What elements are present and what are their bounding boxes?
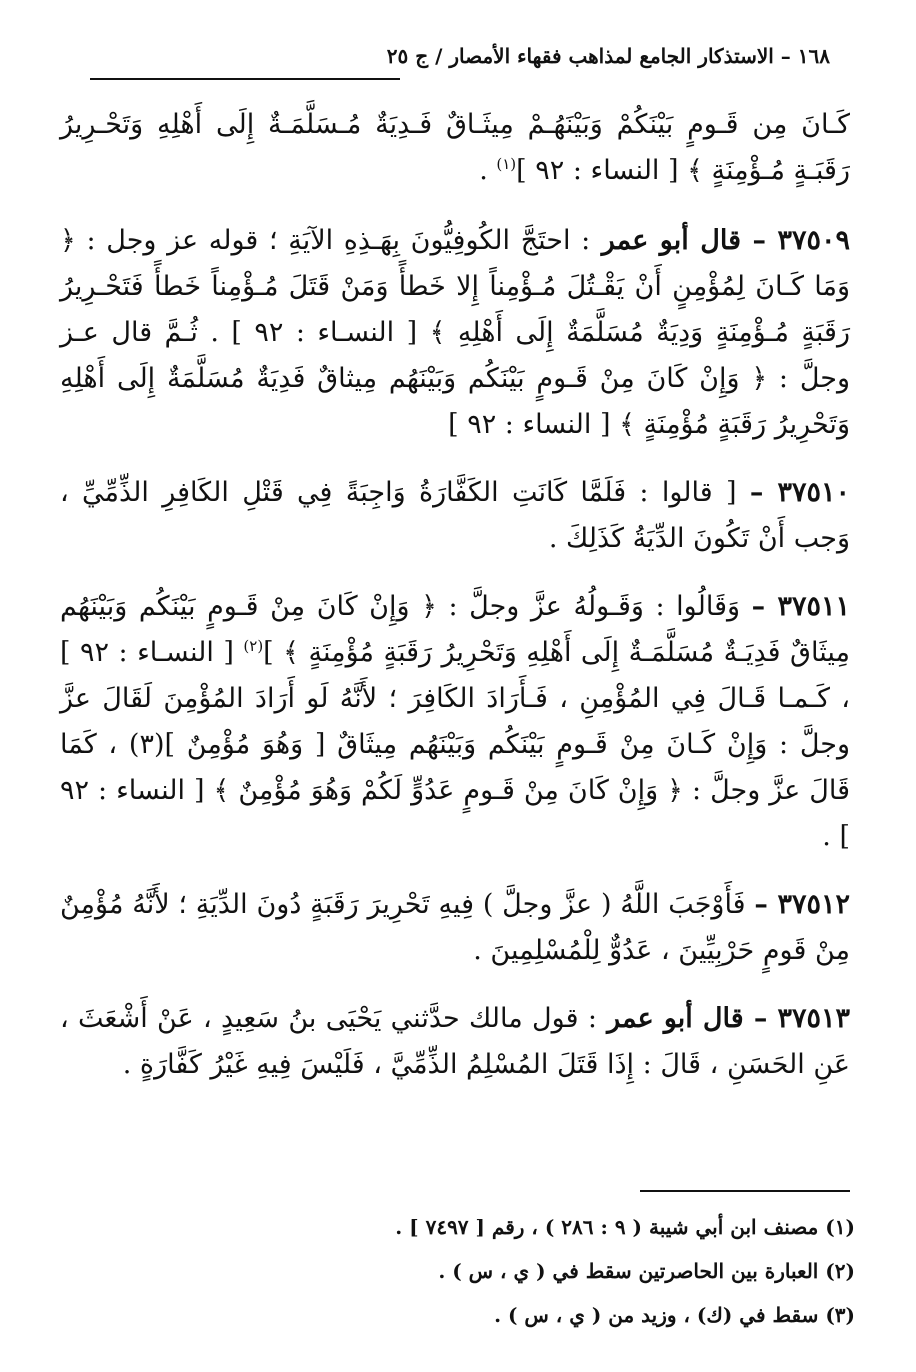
footnote-ref: (١) <box>496 155 517 173</box>
paragraph-end: . <box>479 155 497 186</box>
paragraph-end: . <box>473 935 491 966</box>
running-header <box>386 44 830 68</box>
paragraph-number: ٣٧٥١١ – <box>751 591 850 622</box>
paragraph-text: : قول مالك حدَّثني يَحْيَى بنُ سَعِيدٍ ، عَنْ أَشْعَثَ ، عَنِ الحَسَنِ ، قَالَ : إِذَا قَتَلَ المُسْلِمُ الذِّمِّيَّ ، فَلَيْسَ فِيهِ غَيْرُ كَفَّارَةٍ <box>60 1003 850 1080</box>
main-text <box>60 102 850 1110</box>
paragraph-end: . <box>548 523 566 554</box>
speaker: قال أبو عمر <box>590 225 753 256</box>
speaker: قال أبو عمر <box>596 1003 754 1034</box>
paragraph <box>60 584 850 860</box>
header-rule <box>90 78 400 80</box>
paragraph-number: ٣٧٥١٠ – <box>749 477 850 508</box>
paragraph-number: ٣٧٥٠٩ – <box>752 225 850 256</box>
footnote-rule <box>640 1190 850 1192</box>
paragraph-text: كَـانَ مِن قَـومٍ بَيْنَكُمْ وَبَيْنَهُـمْ مِيثَـاقٌ فَـدِيَةٌ مُـسَلَّمَـةٌ إِلَى أَهْلِهِ وَتَحْـرِيرُ رَقَبَـةٍ مُـؤْمِنَةٍ ﴾ [ النساء : ٩٢ ] <box>60 109 850 186</box>
paragraph <box>60 218 850 448</box>
paragraph-text: [ قالوا : فَلَمَّا كَانَتِ الكَفَّارَةُ وَاجِبَةً فِي قَتْلِ الكَافِرِ الذِّمِّيِّ ، وَجب أَنْ تَكُونَ الدِّيَةُ كَذَلِكَ <box>60 477 850 554</box>
footnote: (٢) العبارة بين الحاصرتين سقط في ( ي ، س ) . <box>438 1259 855 1283</box>
paragraph <box>60 102 850 194</box>
footnote: (٣) سقط في (ك) ، وزيد من ( ي ، س ) . <box>494 1303 855 1327</box>
page-number: ١٦٨ <box>797 44 830 68</box>
footnotes <box>300 1205 855 1337</box>
paragraph-end: . <box>122 1049 140 1080</box>
paragraph <box>60 996 850 1088</box>
paragraph-number: ٣٧٥١٢ – <box>754 889 850 920</box>
footnote: (١) مصنف ابن أبي شيبة ( ٩ : ٢٨٦ ) ، رقم [ ٧٤٩٧ ] . <box>395 1215 855 1239</box>
header-separator: – <box>773 44 791 68</box>
paragraph-end: [ النسـاء : ٩٢ ] ، كَـمـا قَـالَ فِي المُؤْمِنِ ، فَـأَرَادَ الكَافِرَ ؛ لأَنَّهُ لَو أَرَادَ المُؤْمِنَ لَقَالَ عزَّ وجلَّ : وَإِنْ كَـانَ مِنْ قَـومٍ بَيْنَكُم وَبَيْنَهُم مِيثَاقٌ [ وَهُوَ مُؤْمِنٌ ](٣) ، كَمَا قَالَ عزَّ وجلَّ : ﴿ وَإِنْ كَانَ مِنْ قَـومٍ عَدُوٍّ لَكُمْ وَهُوَ مُؤْمِنٌ ﴾ [ النساء : ٩٢ ] . <box>60 637 850 852</box>
paragraph-text: : احتَجَّ الكُوفِيُّونَ بِهَـذِهِ الآيَةِ ؛ قوله عز وجل : ﴿ وَمَا كَـانَ لِمُؤْمِنٍ أَنْ يَقْـتُلَ مُـؤْمِناً إِلا خَطأً وَمَنْ قَتَلَ مُـؤْمِناً خَطأً فَتَحْـرِيرُ رَقَبَةٍ مُـؤْمِنَةٍ وَدِيَةٌ مُسَلَّمَةٌ إِلَى أَهْلِهِ ﴾ [ النسـاء : ٩٢ ] . ثُـمَّ قال عـز وجلَّ : ﴿ وَإِنْ كَانَ مِنْ قَـومٍ بَيْنَكُم وَبَيْنَهُم مِيثاقٌ فَدِيَةٌ مُسَلَّمَةٌ إِلَى أَهْلِهِ وَتَحْرِيرُ رَقَبَةٍ مُؤْمِنَةٍ ﴾ [ النساء : ٩٢ ] <box>60 225 850 440</box>
paragraph <box>60 882 850 974</box>
paragraph-number: ٣٧٥١٣ – <box>753 1003 851 1034</box>
running-title: الاستذكار الجامع لمذاهب فقهاء الأمصار / ج ٢٥ <box>386 44 774 68</box>
paragraph <box>60 470 850 562</box>
paragraph-text: فَأَوْجَبَ اللَّهُ ( عزَّ وجلَّ ) فِيهِ تَحْرِيرَ رَقَبَةٍ دُونَ الدِّيَةِ ؛ لأَنَّهُ مُؤْمِنٌ مِنْ قَومٍ حَرْبِيِّينَ ، عَدُوٌّ لِلْمُسْلِمِينَ <box>60 889 850 966</box>
footnote-ref: (٢) <box>243 637 264 655</box>
paragraph-text: وَقَالُوا : وَقَـولُهُ عزَّ وجلَّ : ﴿ وَإِنْ كَانَ مِنْ قَـومٍ بَيْنَكُم وَبَيْنَهُم مِيثَاقٌ فَدِيَـةٌ مُسَلَّمَـةٌ إِلَى أَهْلِهِ وَتَحْرِيرُ رَقَبَةٍ مُؤْمِنَةٍ ﴾ ] <box>60 591 850 668</box>
